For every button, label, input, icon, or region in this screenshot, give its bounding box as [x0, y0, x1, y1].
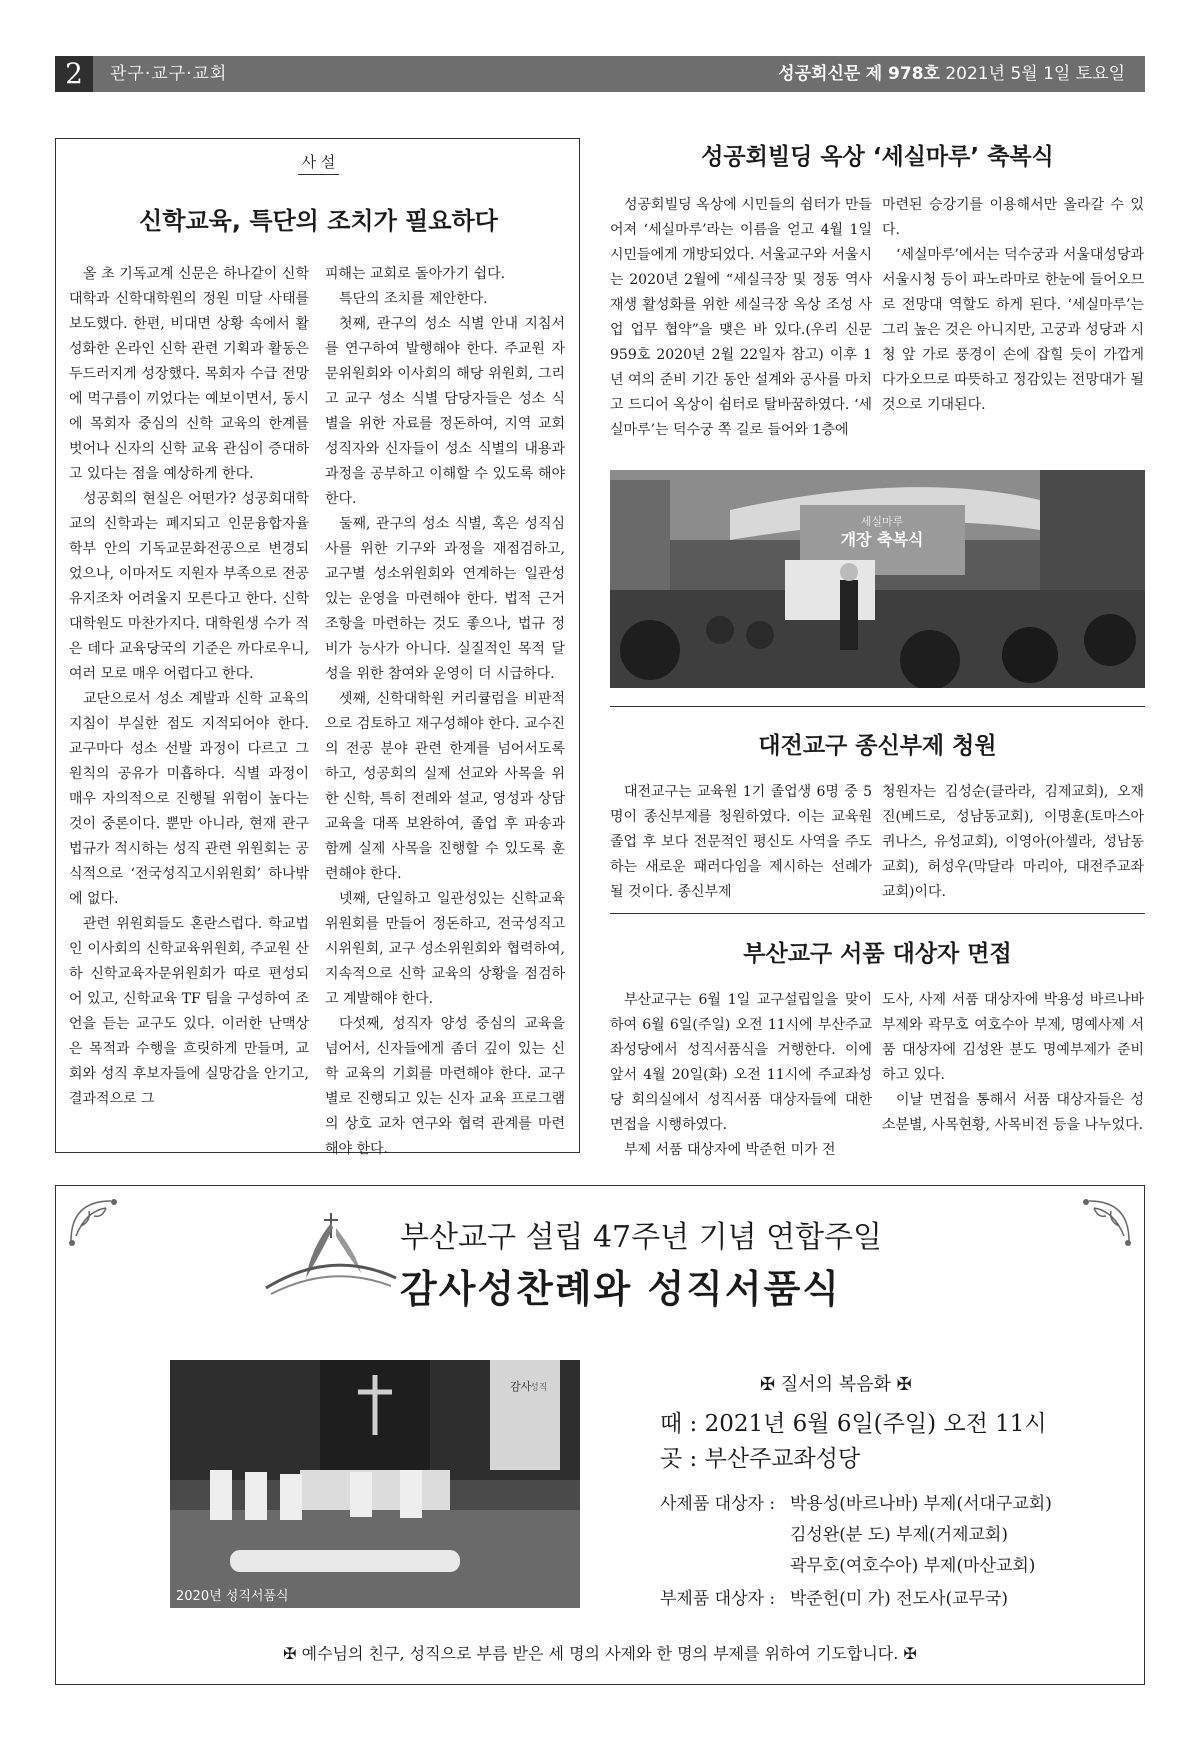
paragraph: 부산교구는 6월 1일 교구설립일을 맞이하여 6월 6일(주일) 오전 11시에 부산주교좌성당에서 성직서품식을 거행한다. 이에 앞서 4월 20일(화) 오전 11시에 주교좌성당 회의실에서 성직서품 대상자들에 대한 면접을 시행하였다.: [610, 992, 872, 1133]
article-1-column-1: [610, 193, 872, 443]
editorial-label: 사 설: [298, 153, 340, 175]
article-title-busan: 부산교구 서품 대상자 면접: [743, 941, 1012, 967]
paper-name: 성공회신문: [778, 64, 861, 84]
article-title-daejeon: 대전교구 종신부제 청원: [758, 733, 997, 759]
priest-candidates-label: 사제품 대상자 :: [660, 1494, 776, 1514]
divider: [610, 706, 1145, 707]
issue-date: 2021년 5월 1일 토요일: [945, 64, 1125, 84]
page-number: 2: [55, 56, 93, 92]
priest-candidate: 김성완(분 도) 부제(거제교회): [790, 1525, 1008, 1545]
photo-illustration: [610, 470, 1145, 688]
paragraph: 도사, 사제 서품 대상자에 박용성 바르나바 부제와 곽무호 여호수아 부제, 명예사제 서품 대상자에 김성완 분도 명예부제가 준비하고 있다.: [882, 992, 1144, 1083]
event-place: 곳 : 부산주교좌성당: [660, 1446, 861, 1472]
article-2-column-1: [610, 780, 872, 905]
ordination-2020-photo: [170, 1360, 580, 1608]
announcement-subtitle: 부산교구 설립 47주년 기념 연합주일: [400, 1220, 883, 1255]
article-3-column-2: [882, 988, 1144, 1138]
announcement-title: 감사성찬례와 성직서품식: [400, 1266, 842, 1311]
paragraph: 청원자는 김성순(클라라, 김제교회), 오재진(베드로, 성남동교회), 이명훈(토마스아퀴나스, 유성교회), 이영아(아셀라, 성남동교회), 허성우(막달라 마리아, 대전주교좌교회)이다.: [882, 784, 1144, 900]
paragraph: 성공회의 현실은 어떤가? 성공회대학교의 신학과는 폐지되고 인문융합자율학부 안의 기독교문화전공으로 변경되었으나, 이마저도 지원자 부족으로 전공 유지조차 어려울지 모른다고 한다. 신학대학원도 마찬가지다. 대학원생 수가 적은 데다 교육당국의 기준은 까다로우니, 여러 모로 매우 어렵다고 한다.: [69, 491, 309, 682]
issue-number: 제 978호: [865, 64, 940, 84]
section-name: 관구·교구·교회: [110, 64, 228, 84]
deacon-candidate: 박준헌(미 가) 전도사(교무국): [790, 1589, 1008, 1609]
divider: [610, 913, 1145, 914]
paragraph: 성공회빌딩 옥상에 시민들의 쉼터가 만들어져 ‘세실마루’라는 이름을 얻고 4월 1일 시민들에게 개방되었다. 서울교구와 서울시는 2020년 2월에 “세실극장 및 정동 역사 재생 활성화를 위한 세실극장 옥상 조성 사업 업무 협약”을 맺은 바 있다.(우리 신문 959호 2020년 2월 22일자 참고) 이후 1년 여의 준비 기간 동안 설계와 공사를 마치고 드디어 옥상이 쉼터로 탈바꿈하였다. ‘세실마루’는 덕수궁 쪽 길로 들어와 1층에: [610, 197, 872, 438]
paragraph: 피해는 교회로 돌아가기 쉽다.: [325, 266, 506, 282]
paragraph: 둘째, 관구의 성소 식별, 혹은 성직심사를 위한 기구와 과정을 재점검하고, 교구별 성소위원회와 연계하는 일관성 있는 운영을 마련해야 한다. 법적 근거 조항을 마련하는 것도 좋으나, 법규 정비가 능사가 아니다. 실질적인 목적 달성을 위한 참여와 운영이 더 시급하다.: [325, 516, 565, 682]
paragraph: 특단의 조치를 제안한다.: [339, 291, 488, 307]
gospel-motto: ✠ 질서의 복음화 ✠: [760, 1374, 912, 1395]
banner-text-top: 세실마루: [860, 515, 904, 528]
paragraph: 교단으로서 성소 계발과 신학 교육의 지침이 부실한 점도 지적되어야 한다. 교구마다 성소 선발 과정이 다르고 그 원칙의 공유가 미흡하다. 식별 과정이 매우 자의적으로 진행될 위험이 높다는 것이 중론이다. 뿐만 아니라, 현재 관구 법규가 적시하는 성직 관련 위원회는 공식적으로 ‘전국성직고시위원회’ 하나밖에 없다.: [69, 691, 309, 907]
banner-text-bottom: 개장 축복식: [840, 530, 924, 549]
paper-info: [778, 56, 1125, 92]
svg-text:감사: 감사: [510, 1380, 532, 1393]
paragraph: 다섯째, 성직자 양성 중심의 교육을 넘어서, 신자들에게 좀더 깊이 있는 신학 교육의 기회를 마련해야 한다. 교구별로 진행되고 있는 신자 교육 프로그램의 상호 교차 연구와 협력 관계를 마련해야 한다.: [325, 1016, 565, 1157]
rooftop-blessing-photo: [610, 470, 1145, 688]
paragraph: 넷째, 단일하고 일관성있는 신학교육위원회를 만들어 정돈하고, 전국성직고시위원회, 교구 성소위원회와 협력하여, 지속적으로 신학 교육의 상황을 점검하고 계발해야 한다.: [325, 891, 565, 1007]
article-title-cecil-maru: 성공회빌딩 옥상 ‘세실마루’ 축복식: [701, 144, 1054, 170]
photo-caption: 2020년 성직서품식: [176, 1589, 289, 1604]
paragraph: 관련 위원회들도 혼란스럽다. 학교법인 이사회의 신학교육위원회, 주교원 산하 신학교육자문위원회가 따로 편성되어 있고, 신학교육 TF 팀을 구성하여 조언을 듣는 교구도 있다. 이러한 난맥상은 목적과 수행을 흐릿하게 만들며, 교회와 성직 후보자들에 실망감을 안기고, 결과적으로 그: [69, 916, 309, 1107]
editorial-box: [55, 138, 580, 1157]
svg-text:성직: 성직: [530, 1383, 548, 1393]
prayer-line: ✠ 예수님의 친구, 성직으로 부름 받은 세 명의 사제와 한 명의 부제를 위하여 기도합니다. ✠: [283, 1644, 917, 1663]
paragraph: 첫째, 관구의 성소 식별 안내 지침서를 연구하여 발행해야 한다. 주교원 자문위원회와 이사회의 해당 위원회, 그리고 교구 성소 식별 담당자들은 성소 식별을 위한 자료를 정돈하여, 지역 교회 성직자와 신자들이 성소 식별의 내용과 과정을 공부하고 이해할 수 있도록 해야 한다.: [325, 316, 565, 507]
priest-candidate: 박용성(바르나바) 부제(서대구교회): [790, 1494, 1052, 1514]
article-1-column-2: [882, 193, 1144, 418]
corner-ornament-icon: [1064, 1196, 1134, 1246]
editorial-column-1: [69, 262, 309, 1112]
article-3-column-1: [610, 988, 872, 1163]
corner-ornament-icon: [66, 1196, 136, 1246]
priest-candidate: 곽무호(여호수아) 부제(마산교회): [790, 1556, 1036, 1576]
paragraph: 마련된 승강기를 이용해서만 올라갈 수 있다.: [882, 197, 1144, 238]
paragraph: 부제 서품 대상자에 박준헌 미가 전: [624, 1142, 836, 1158]
paragraph: ‘세실마루’에서는 덕수궁과 서울대성당과 서울시청 등이 파노라마로 한눈에 들어오므로 전망대 역할도 하게 된다. ‘세실마루’는 그리 높은 것은 아니지만, 고궁과 성당과 시청 앞 가로 풍경이 손에 잡힐 듯이 가깝게 다가오므로 따뜻하고 정감있는 전망대가 될 것으로 기대된다.: [882, 247, 1144, 413]
paragraph: 대전교구는 교육원 1기 졸업생 6명 중 5명이 종신부제를 청원하였다. 이는 교육원 졸업 후 보다 전문적인 평신도 사역을 주도하는 새로운 패러다임을 제시하는 선례가 될 것이다. 종신부제: [610, 784, 872, 900]
article-2-column-2: [882, 780, 1144, 905]
deacon-candidate-label: 부제품 대상자 :: [660, 1589, 776, 1609]
paragraph: 이날 면접을 통해서 서품 대상자들은 성소분별, 사목현황, 사목비전 등을 나누었다.: [882, 1092, 1144, 1133]
editorial-column-2: [325, 262, 565, 1162]
diocese-logo-icon: [261, 1208, 401, 1298]
editorial-title: 신학교육, 특단의 조치가 필요하다: [139, 207, 498, 235]
photo-illustration: [170, 1360, 580, 1608]
paragraph: 셋째, 신학대학원 커리큘럼을 비판적으로 검토하고 재구성해야 한다. 교수진의 전공 분야 관련 한계를 넘어서도록 하고, 성공회의 실제 선교와 사목을 위한 신학, 특히 전례와 설교, 영성과 상담 교육을 대폭 보완하여, 졸업 후 파송과 함께 실제 사목을 진행할 수 있도록 훈련해야 한다.: [325, 691, 565, 882]
paragraph: 올 초 기독교계 신문은 하나같이 신학대학과 신학대학원의 정원 미달 사태를 보도했다. 한편, 비대면 상황 속에서 활성화한 온라인 신학 관련 기획과 활동은 두드러지게 성장했다. 목회자 수급 전망에 먹구름이 끼었다는 예보이면서, 동시에 목회자 중심의 신학 교육의 한계를 벗어나 신자의 신학 교육 관심이 증대하고 있다는 점을 예상하게 한다.: [69, 266, 309, 482]
event-time: 때 : 2021년 6월 6일(주일) 오전 11시: [660, 1411, 1047, 1437]
